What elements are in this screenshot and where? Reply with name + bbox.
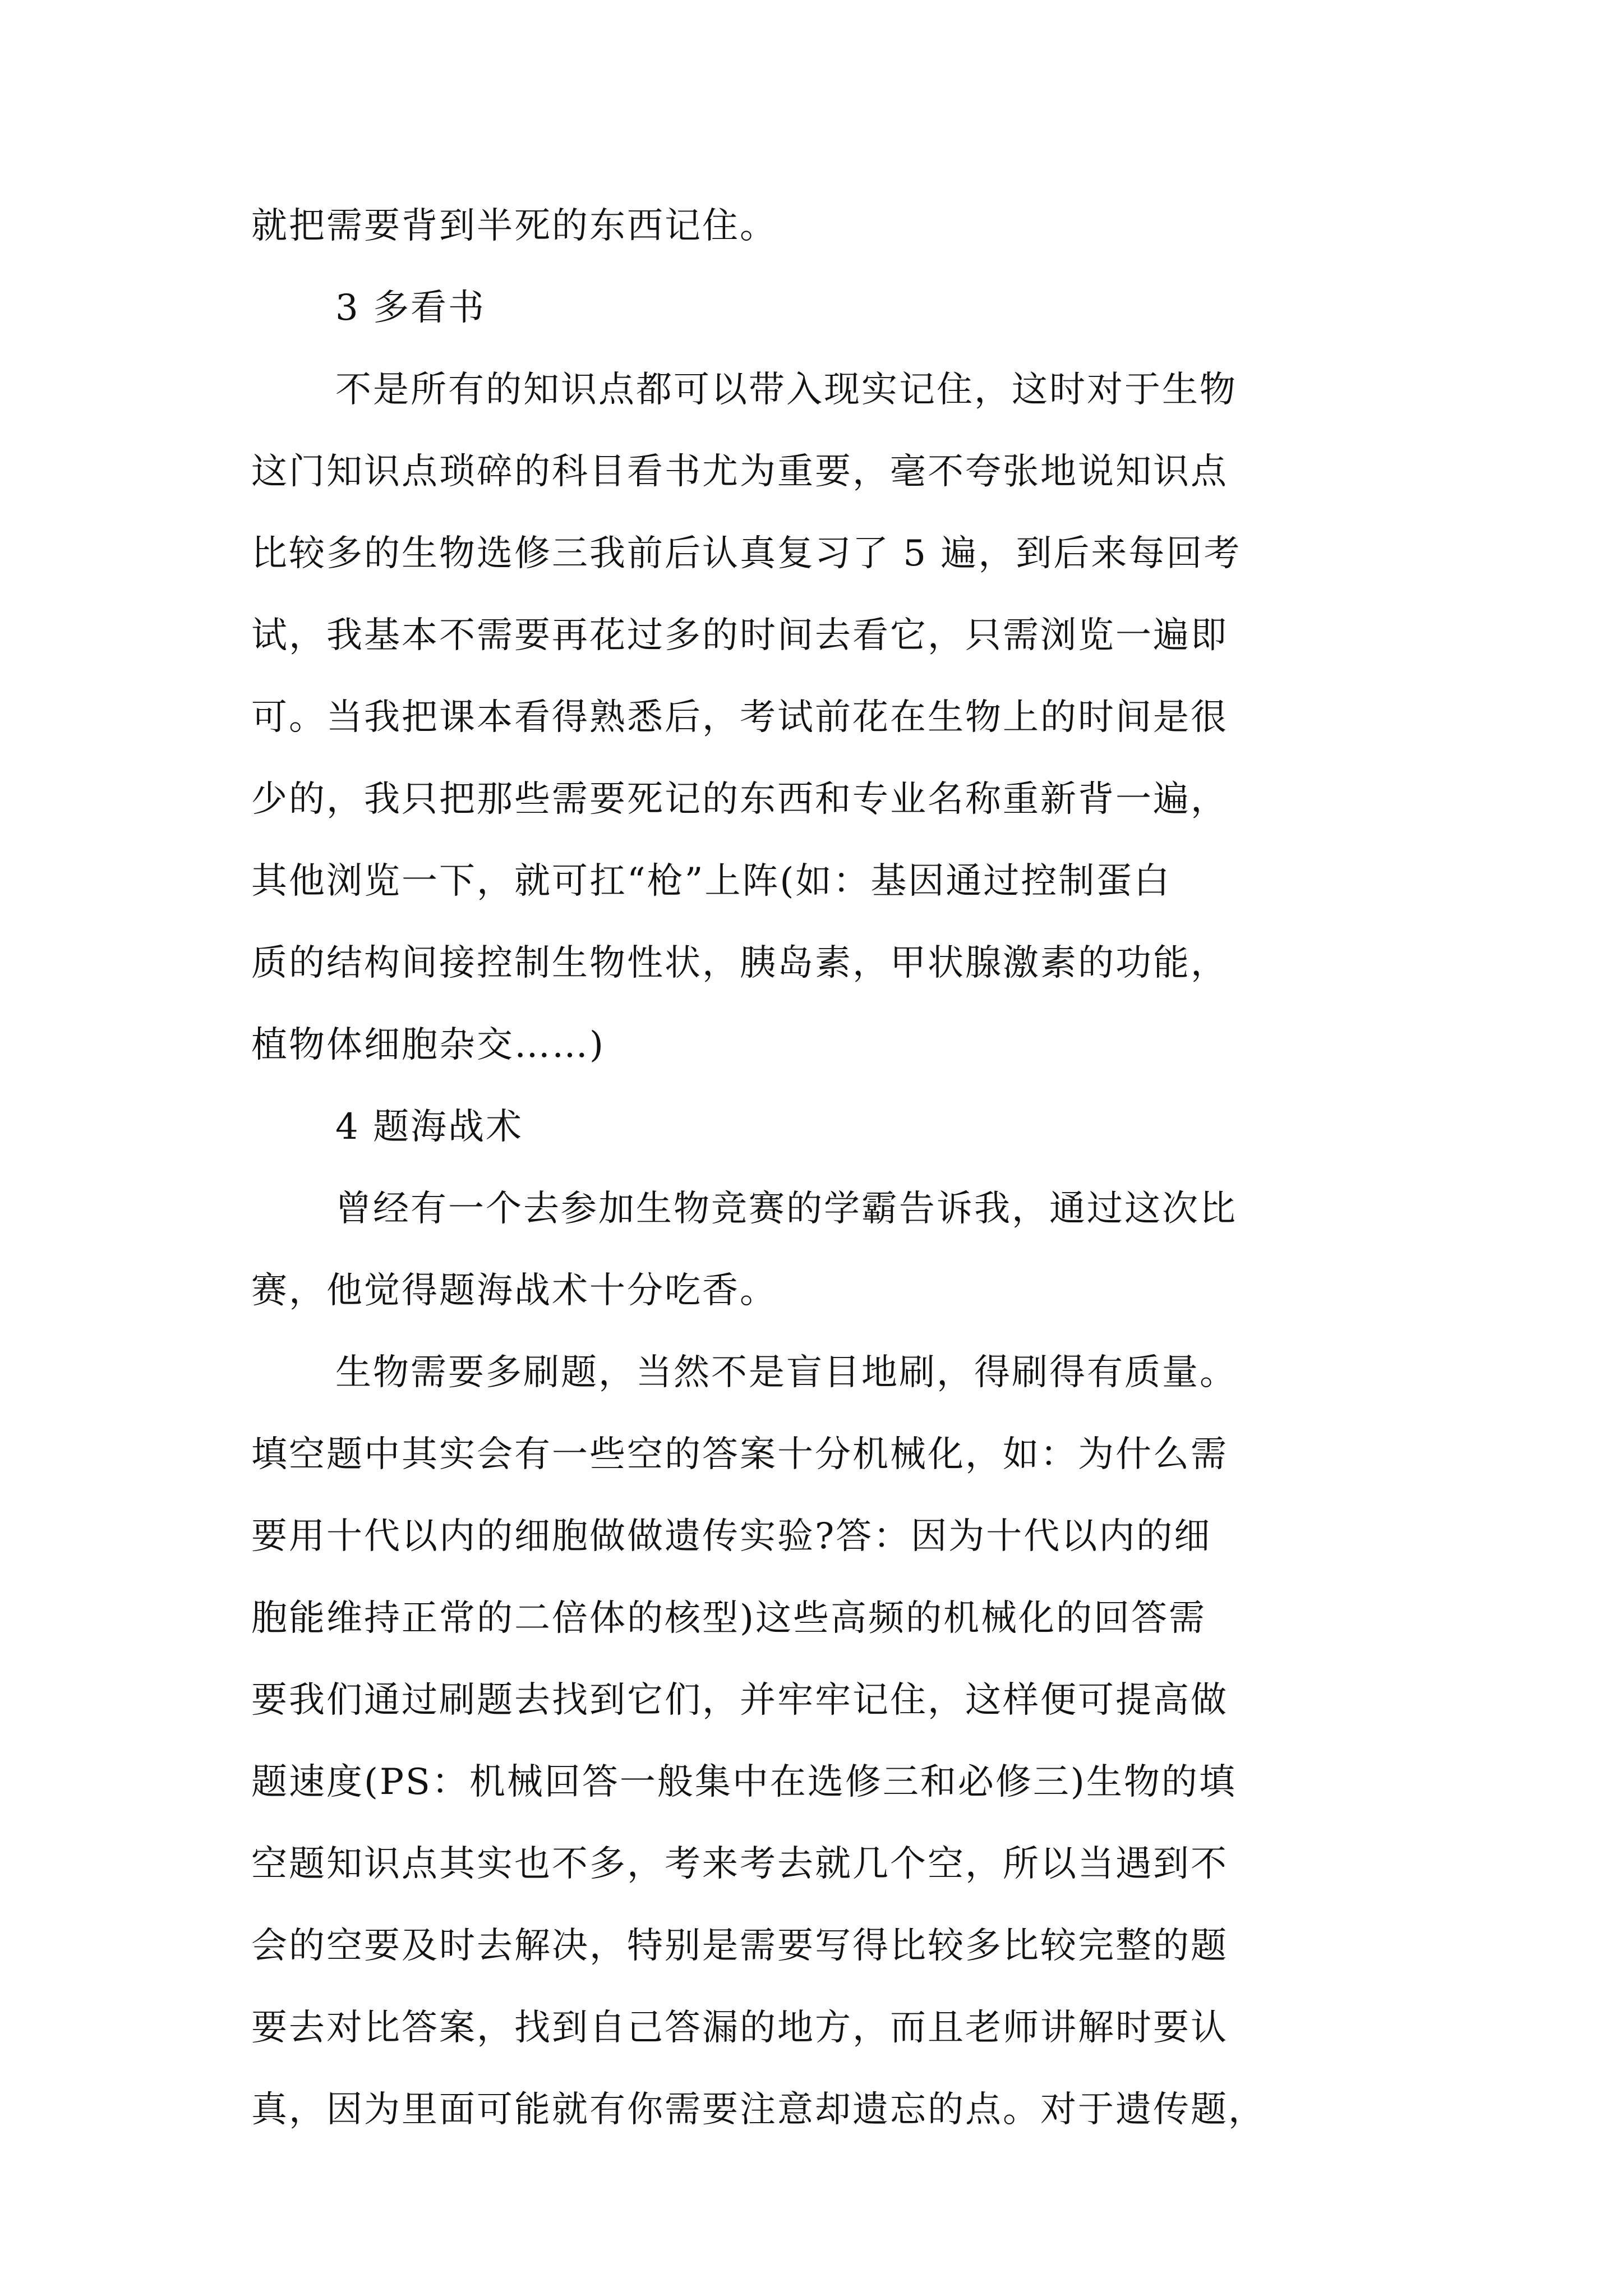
text-line: 就把需要背到半死的东西记住。 (251, 205, 777, 247)
text-line: 题速度(PS：机械回答一般集中在选修三和必修三)生物的填 (251, 1761, 1237, 1803)
text-line: 试，我基本不需要再花过多的时间去看它，只需浏览一遍即 (251, 615, 1228, 656)
text-line: 其他浏览一下，就可扛“枪”上阵(如：基因通过控制蛋白 (251, 861, 1172, 902)
text-line: 不是所有的知识点都可以带入现实记住，这时对于生物 (335, 369, 1237, 411)
text-line: 填空题中其实会有一些空的答案十分机械化，如：为什么需 (251, 1434, 1228, 1475)
text-line: 这门知识点琐碎的科目看书尤为重要，毫不夸张地说知识点 (251, 451, 1228, 493)
text-line: 胞能维持正常的二倍体的核型)这些高频的机械化的回答需 (251, 1598, 1206, 1639)
text-line: 真，因为里面可能就有你需要注意却遗忘的点。对于遗传题， (251, 2089, 1266, 2131)
section-heading: 4 题海战术 (335, 1106, 524, 1148)
text-line: 赛，他觉得题海战术十分吃香。 (251, 1270, 777, 1312)
text-line: 要用十代以内的细胞做做遗传实验?答：因为十代以内的细 (251, 1516, 1212, 1557)
text-line: 空题知识点其实也不多，考来考去就几个空，所以当遇到不 (251, 1843, 1228, 1885)
text-line: 可。当我把课本看得熟悉后，考试前花在生物上的时间是很 (251, 697, 1228, 738)
text-line: 生物需要多刷题，当然不是盲目地刷，得刷得有质量。 (335, 1352, 1237, 1393)
text-line: 少的，我只把那些需要死记的东西和专业名称重新背一遍， (251, 779, 1228, 820)
text-line: 要去对比答案，找到自己答漏的地方，而且老师讲解时要认 (251, 2007, 1228, 2049)
section-heading: 3 多看书 (335, 287, 486, 329)
body-text (251, 185, 1395, 2151)
text-line: 比较多的生物选修三我前后认真复习了 5 遍，到后来每回考 (251, 533, 1242, 574)
text-line: 植物体细胞杂交……) (251, 1024, 605, 1066)
text-line: 质的结构间接控制生物性状，胰岛素，甲状腺激素的功能， (251, 942, 1228, 984)
text-line: 曾经有一个去参加生物竞赛的学霸告诉我，通过这次比 (335, 1188, 1237, 1230)
text-line: 会的空要及时去解决，特别是需要写得比较多比较完整的题 (251, 1925, 1228, 1967)
text-line: 要我们通过刷题去找到它们，并牢牢记住，这样便可提高做 (251, 1680, 1228, 1721)
